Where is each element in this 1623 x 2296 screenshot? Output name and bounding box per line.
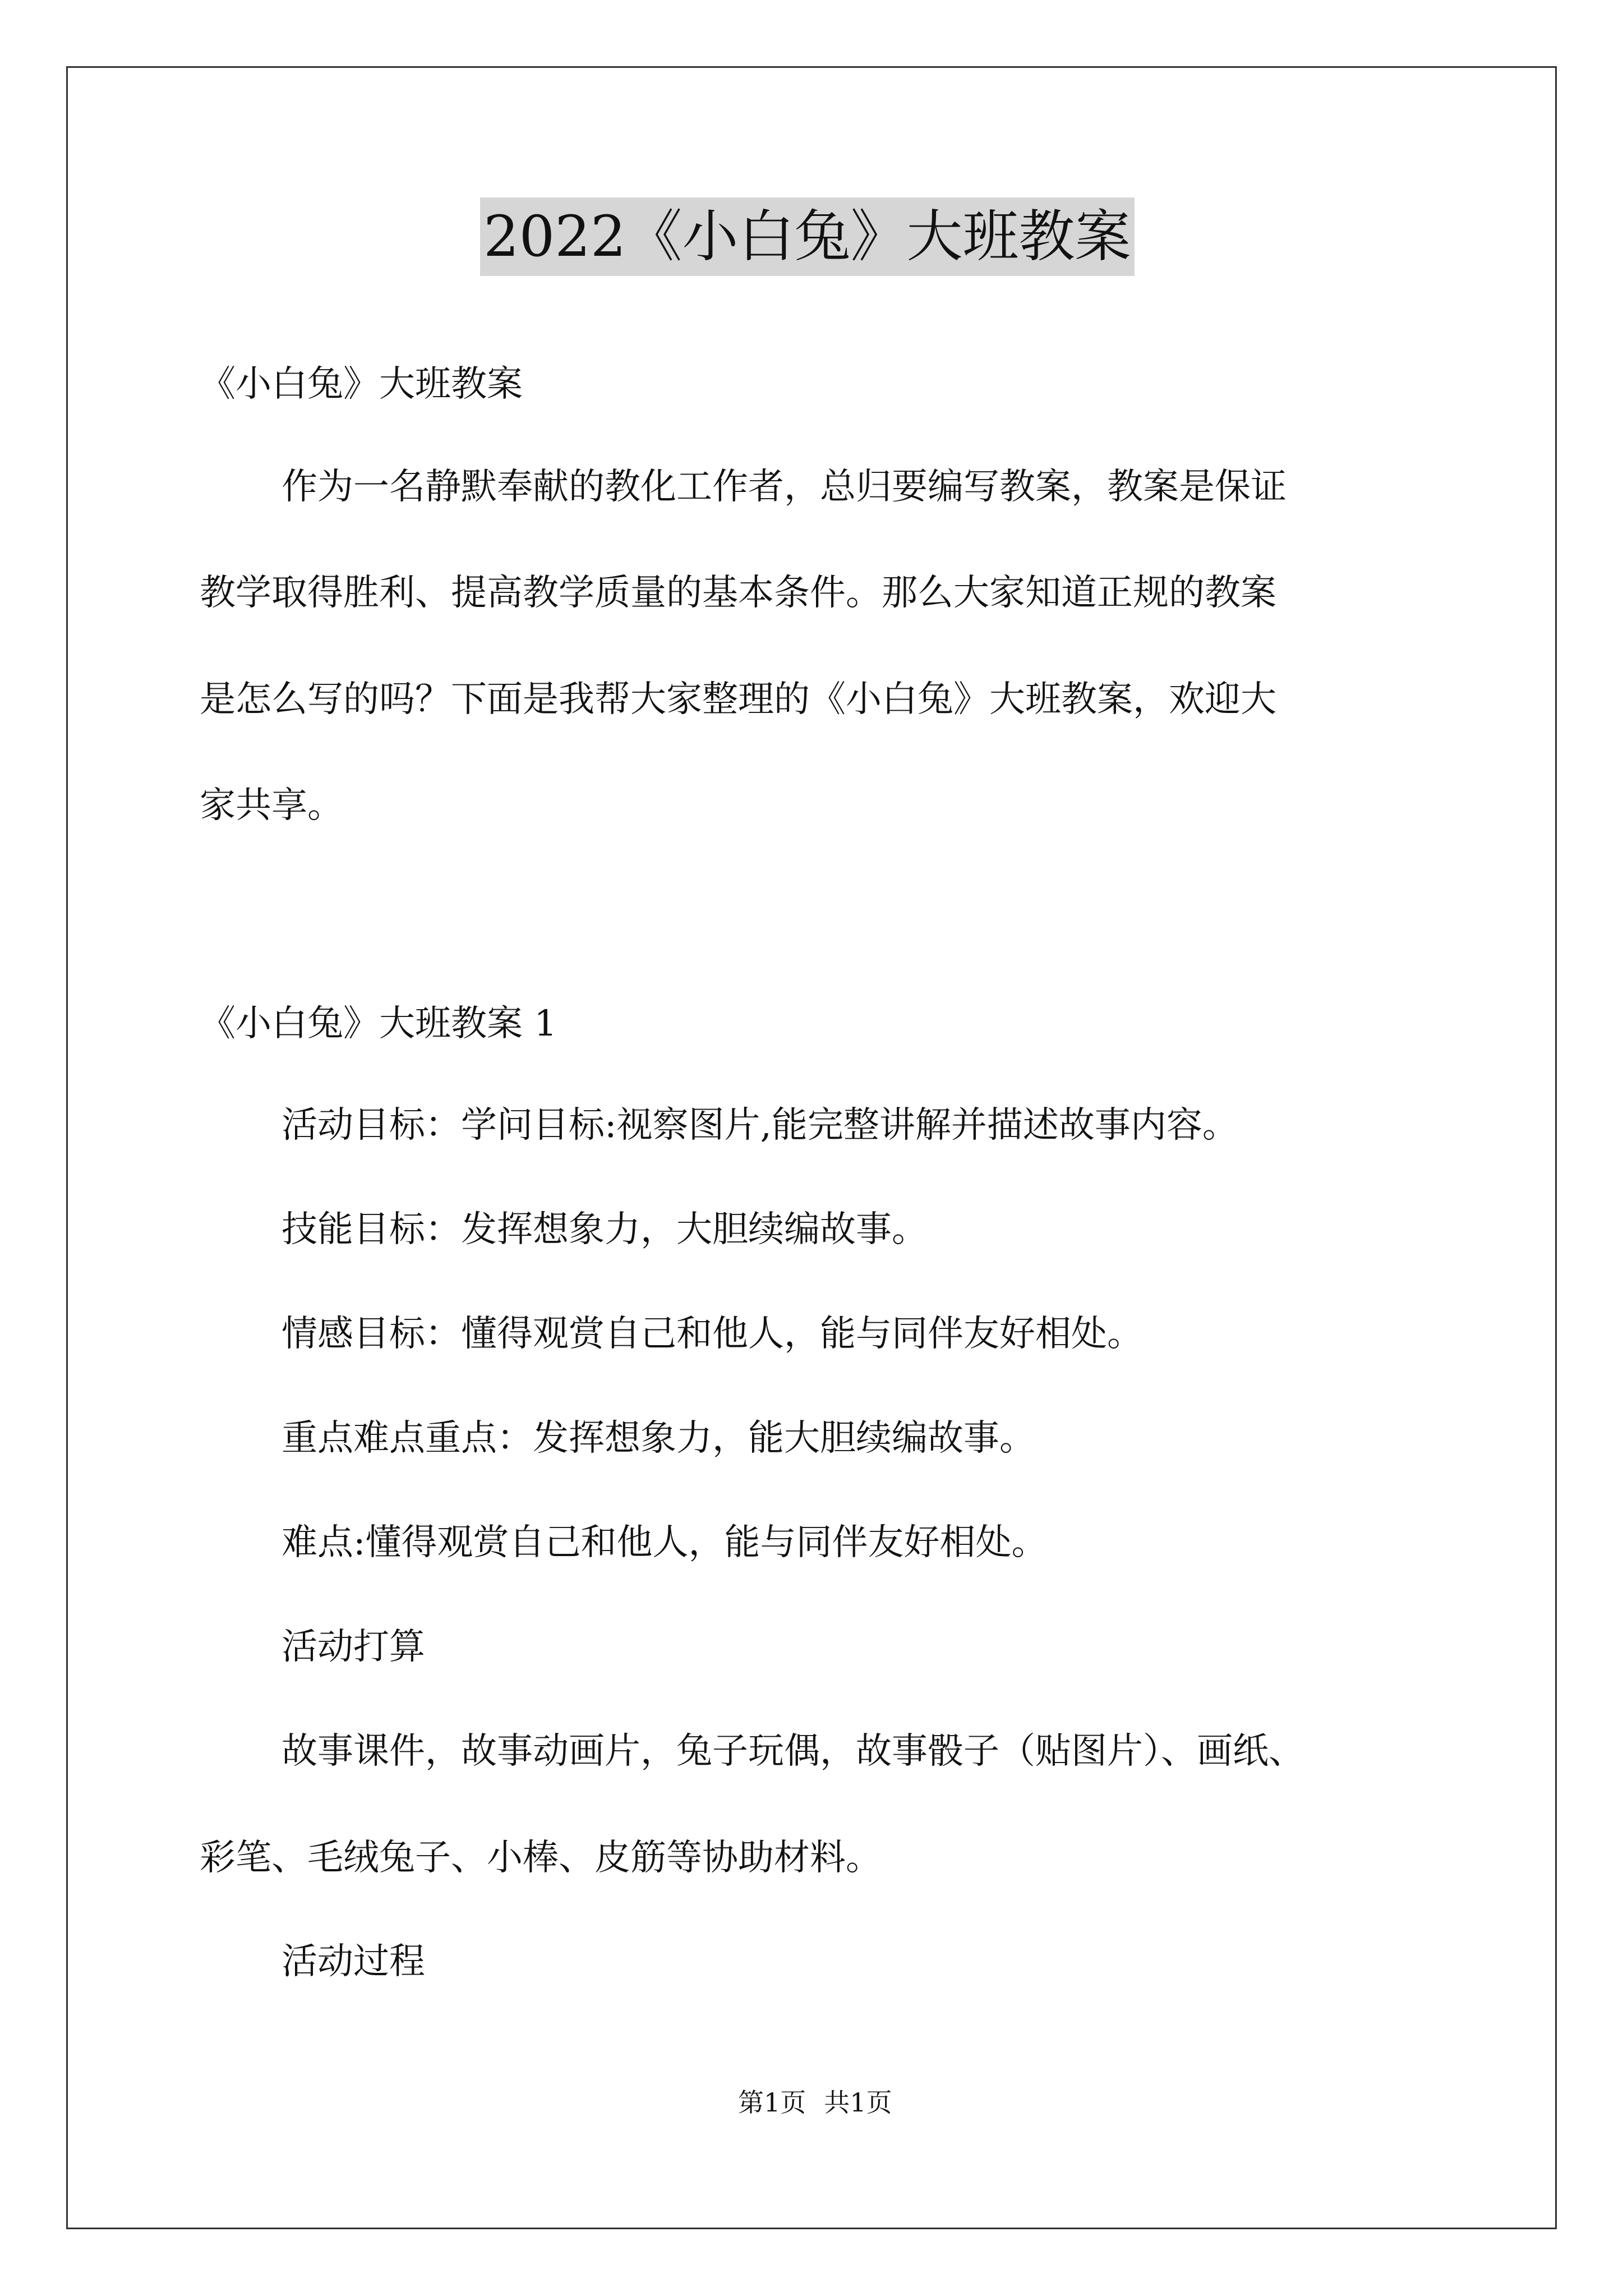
page-number: 第1页 xyxy=(738,2087,806,2118)
process-heading: 活动过程 xyxy=(282,1941,425,1982)
page-footer xyxy=(729,2086,897,2119)
goal-emotion: 情感目标：懂得观赏自己和他人，能与同伴友好相处。 xyxy=(282,1313,1143,1355)
key-points: 重点难点重点：发挥想象力，能大胆续编故事。 xyxy=(282,1418,1035,1459)
goal-knowledge: 活动目标：学问目标:视察图片,能完整讲解并描述故事内容。 xyxy=(282,1105,1238,1146)
prep-line-1: 故事课件，故事动画片，兔子玩偶，故事骰子（贴图片）、画纸、 xyxy=(282,1731,1304,1772)
intro-line-3: 是怎么写的吗？下面是我帮大家整理的《小白兔》大班教案，欢迎大 xyxy=(200,679,1276,720)
prep-heading: 活动打算 xyxy=(282,1626,425,1668)
difficulty: 难点:懂得观赏自己和他人，能与同伴友好相处。 xyxy=(282,1522,1048,1563)
goal-skill: 技能目标：发挥想象力，大胆续编故事。 xyxy=(282,1209,928,1250)
intro-line-2: 教学取得胜利、提高教学质量的基本条件。那么大家知道正规的教案 xyxy=(200,572,1276,614)
document-title: 2022《小白兔》大班教案 xyxy=(480,197,1135,276)
document-subtitle: 《小白兔》大班教案 xyxy=(200,364,523,405)
section-heading: 《小白兔》大班教案 1 xyxy=(200,1003,557,1045)
prep-line-2: 彩笔、毛绒兔子、小棒、皮筋等协助材料。 xyxy=(200,1837,882,1879)
page-total: 共1页 xyxy=(824,2087,892,2118)
intro-line-4: 家共享。 xyxy=(200,785,343,826)
intro-line-1: 作为一名静默奉献的教化工作者，总归要编写教案，教案是保证 xyxy=(282,466,1287,508)
